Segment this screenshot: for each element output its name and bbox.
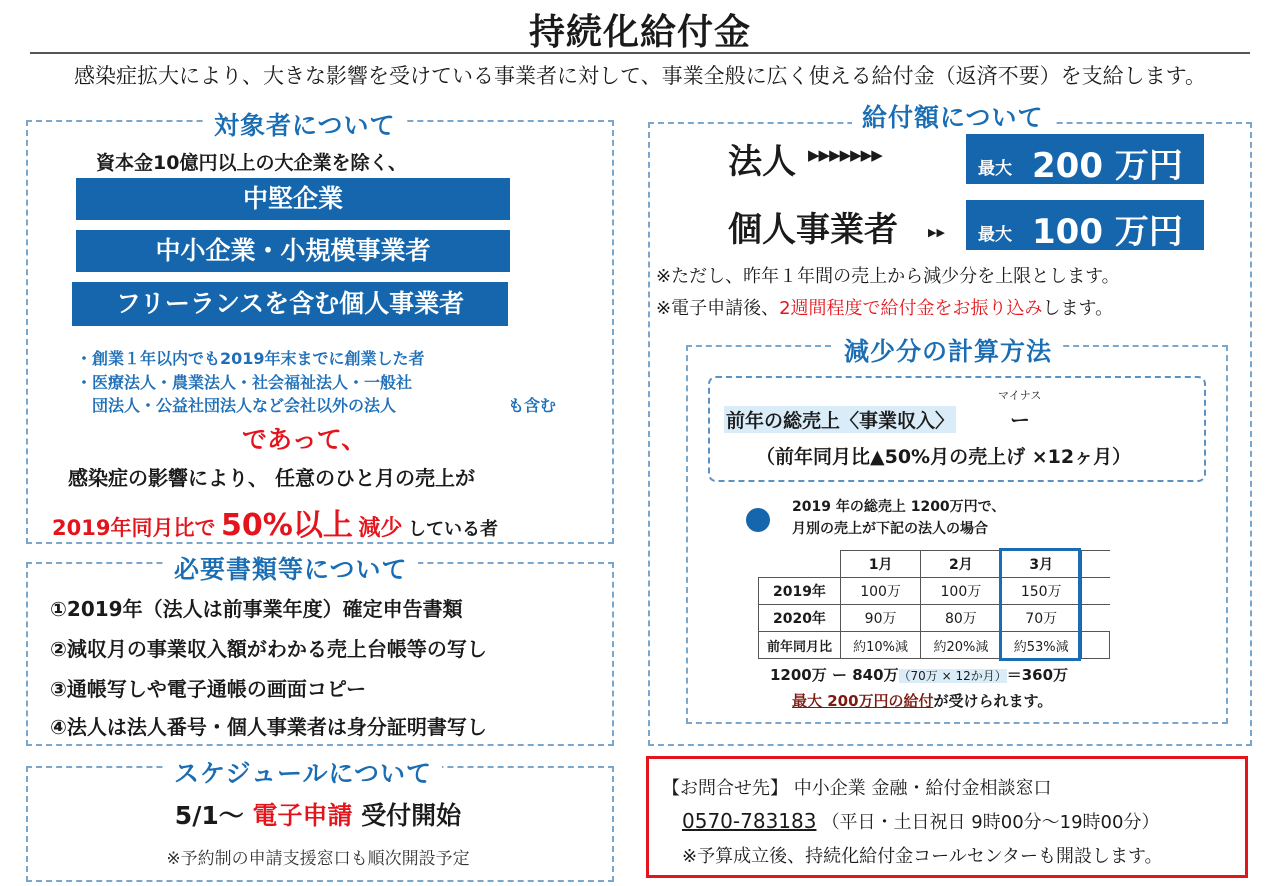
table-cell: 約53%減 (1001, 632, 1081, 659)
table-spacer-cell (1081, 632, 1109, 659)
formula-ruby: マイナス (998, 389, 1042, 402)
calc-heading: 減少分の計算方法 (834, 332, 1062, 368)
document-item-1: ①2019年（法人は前事業年度）確定申告書類 (50, 597, 463, 621)
schedule-start: 受付開始 (361, 801, 462, 830)
example-line-2: 月別の売上が下記の法人の場合 (792, 521, 988, 537)
document-item-3: ③通帳写しや電子通帳の画面コピー (50, 677, 367, 701)
table-cell: 100万 (840, 578, 920, 605)
contact-hours: （平日・土日祝日 9時00分～19時00分） (821, 812, 1160, 833)
contact-line (682, 808, 1159, 834)
table-cell: 100万 (921, 578, 1001, 605)
formula-line-2: （前年同月比▲50%月の売上げ ×12ヶ月） (756, 446, 1132, 468)
table-cell: 150万 (1001, 578, 1081, 605)
benefit-corp-arrows: ▶▶▶▶▶▶▶ (808, 146, 882, 164)
benefit-corp-label: 法人 (728, 142, 796, 182)
contact-label: 【お問合せ先】 中小企業 金融・給付金相談窓口 (662, 778, 1052, 799)
calc-result-total: ＝360万 (1006, 666, 1069, 684)
table-header-cell: 2月 (921, 551, 1001, 578)
benefit-note-transfer (656, 294, 1113, 320)
table-header-cell: 3月 (1001, 551, 1081, 578)
threshold-percent: 50%以上 (221, 508, 353, 543)
calc-result-main: 1200万 ー 840万 (770, 666, 899, 684)
eligibility-lead: 資本金10億円以上の大企業を除く、 (96, 152, 408, 174)
table-header-cell: 1月 (840, 551, 920, 578)
title-divider (30, 52, 1250, 54)
table-cell: 約20%減 (921, 632, 1001, 659)
benefit-indiv-max: 最大 (978, 225, 1012, 245)
eligibility-note-startup: ・創業１年以内でも2019年末までに創業した者 (76, 349, 425, 368)
documents-heading: 必要書類等について (164, 550, 418, 586)
eligibility-and: であって、 (242, 425, 367, 454)
calc-conclusion-max: 最大 200万円の給付 (792, 692, 934, 710)
calc-conclusion (792, 690, 1052, 711)
transfer-note-suffix: します。 (1042, 298, 1114, 319)
table-cell: 約10%減 (840, 632, 920, 659)
benefit-indiv-amount: 100 万円 (1032, 212, 1183, 252)
threshold-tail: している者 (408, 519, 499, 540)
table-spacer-cell (1081, 578, 1109, 605)
benefit-indiv-arrows: ▶▶ (928, 226, 945, 239)
schedule-heading: スケジュールについて (164, 754, 442, 790)
schedule-note: ※予約制の申請支援窓口も順次開設予定 (166, 849, 470, 869)
threshold-decrease: 減少 (358, 516, 403, 541)
table-row-label: 前年同月比 (759, 632, 841, 659)
transfer-note-prefix: ※電子申請後、 (656, 298, 780, 319)
table-row-label: 2020年 (759, 605, 841, 632)
schedule-date: 5/1～ (174, 801, 244, 830)
table-cell: 90万 (840, 605, 920, 632)
document-item-2: ②減収月の事業収入額がわかる売上台帳等の写し (50, 637, 487, 661)
benefit-corp-amount: 200 万円 (1032, 146, 1183, 186)
eligibility-note-corp-b: 団法人・公益社団法人など会社以外の法人 (92, 396, 397, 415)
intro-text: 感染症拡大により、大きな影響を受けている事業者に対して、事業全般に広く使える給付金（返済不要）を支給します。 (74, 64, 1206, 88)
table-spacer-cell (1081, 605, 1109, 632)
contact-note: ※予算成立後、持続化給付金コールセンターも開設します。 (682, 846, 1163, 867)
benefit-heading: 給付額について (852, 98, 1054, 134)
eligibility-bar-mid: 中堅企業 (76, 178, 510, 220)
table-row-label: 2019年 (759, 578, 841, 605)
eligibility-bar-sme: 中小企業・小規模事業者 (76, 230, 510, 272)
eligibility-threshold (52, 500, 498, 544)
contact-phone[interactable]: 0570-783183 (682, 809, 817, 833)
benefit-indiv-label: 個人事業者 (728, 210, 898, 250)
benefit-indiv-amount-box (966, 200, 1204, 250)
schedule-online: 電子申請 (252, 801, 353, 830)
calc-result (770, 664, 1068, 685)
benefit-corp-max: 最大 (978, 159, 1012, 179)
table-cell: 80万 (921, 605, 1001, 632)
benefit-corp-amount-box (966, 134, 1204, 184)
eligibility-bar-freelance: フリーランスを含む個人事業者 (72, 282, 508, 326)
table-spacer-cell (1081, 551, 1109, 578)
schedule-line (0, 796, 636, 832)
calc-conclusion-tail: が受けられます。 (933, 692, 1053, 710)
transfer-note-period: 2週間程度で給付金をお振り込み (779, 298, 1043, 319)
calc-result-detail: （70万 × 12か月） (898, 669, 1007, 683)
table-cell: 70万 (1001, 605, 1081, 632)
formula-line-1: 前年の総売上〈事業収入〉 (724, 406, 956, 433)
formula-minus: ー (1010, 408, 1030, 432)
benefit-note-limit: ※ただし、昨年１年間の売上から減少分を上限とします。 (656, 266, 1120, 287)
eligibility-note-corp-a: ・医療法人・農業法人・社会福祉法人・一般社 (76, 373, 413, 392)
eligibility-heading: 対象者について (204, 106, 406, 142)
eligibility-condition: 感染症の影響により、 任意のひと月の売上が (68, 466, 475, 490)
page-title: 持続化給付金 (528, 12, 751, 53)
eligibility-note-corp-c: も含む (508, 396, 557, 415)
example-bullet-icon (746, 508, 770, 532)
example-line-1: 2019 年の総売上 1200万円で、 (792, 499, 1006, 515)
threshold-compare: 2019年同月比で (52, 516, 216, 540)
table-header-cell (759, 551, 841, 578)
march-column-highlight (999, 548, 1081, 661)
document-item-4: ④法人は法人番号・個人事業者は身分証明書写し (50, 715, 487, 739)
